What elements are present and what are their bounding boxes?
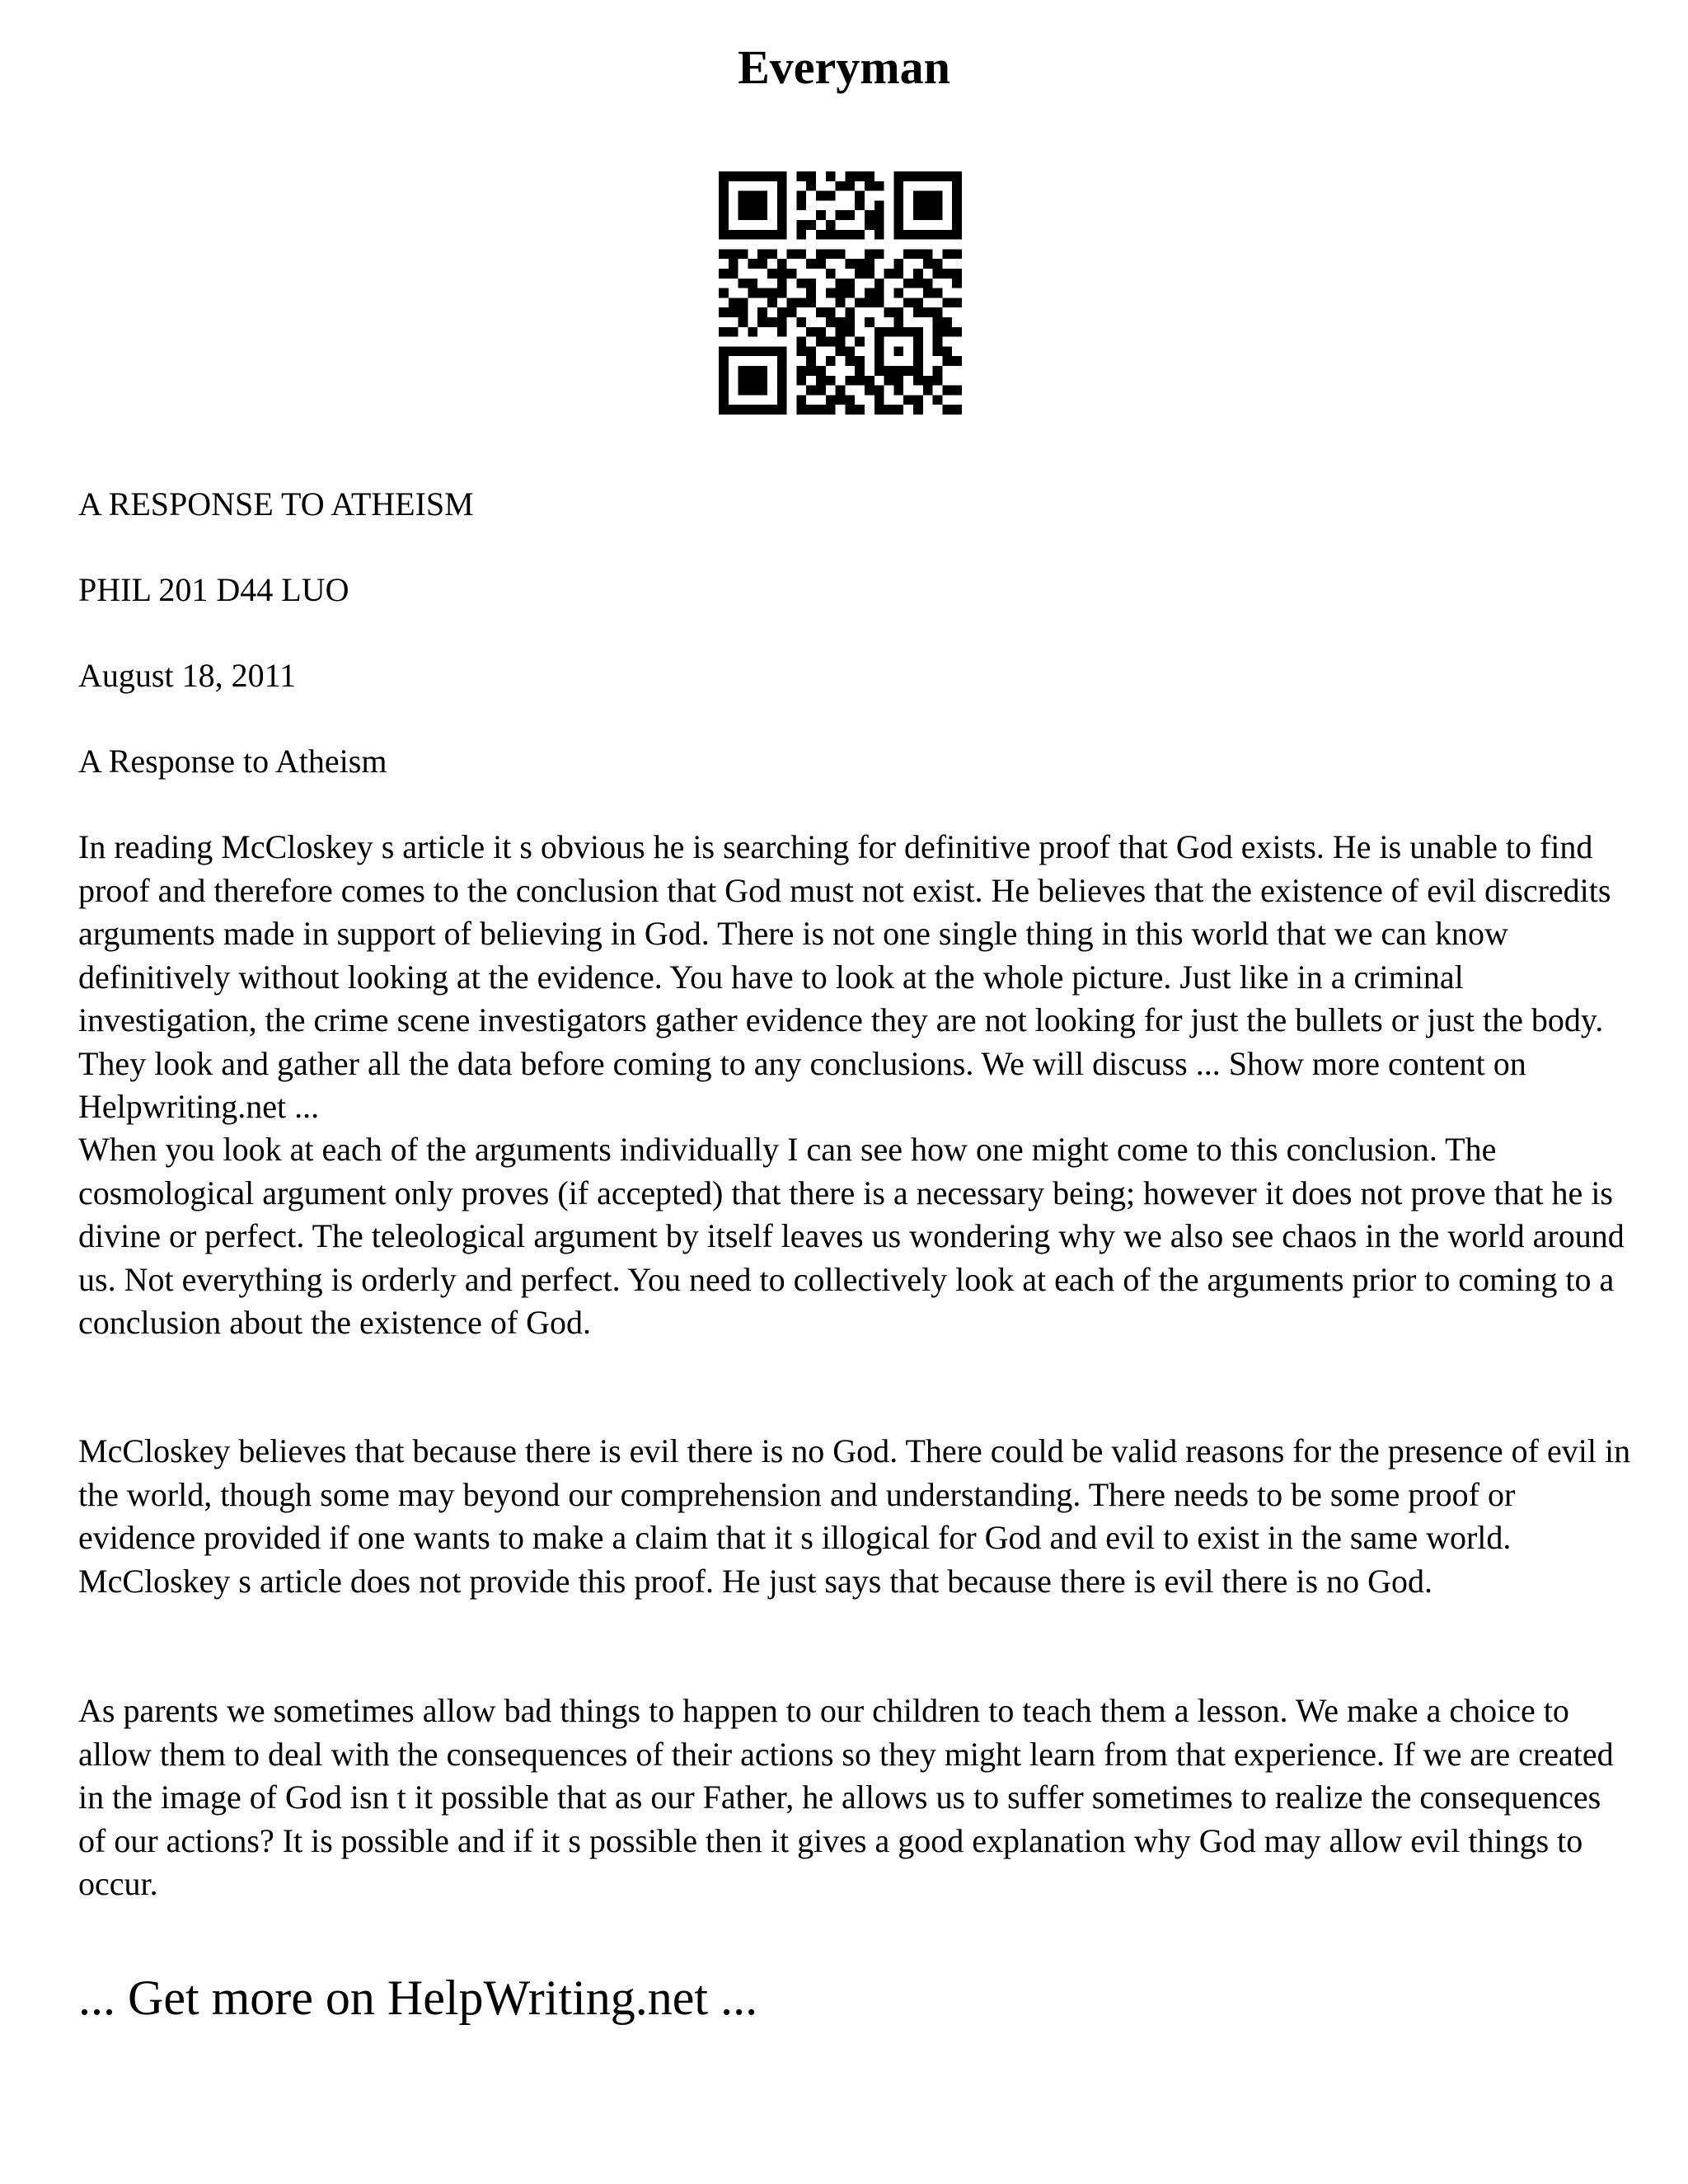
qr-code-icon: [719, 171, 962, 415]
document-title: Everyman: [738, 40, 950, 94]
heading-upper: A RESPONSE TO ATHEISM: [78, 485, 474, 523]
course-code: PHIL 201 D44 LUO: [78, 571, 349, 608]
document-subtitle: A Response to Atheism: [78, 743, 387, 780]
paragraph-evil: McCloskey believes that because there is evil there is no God. There could be valid reasons for the presence of evil in the world, though some may beyond our comprehension and understanding. There needs to be some proof or evidence provided if one wants to make a claim that it s illogical for God and evil to exist in the same world. McCloskey s article does not provide this proof. He just says that because there is evil there is no God.: [78, 1432, 1631, 1600]
paragraph-intro: In reading McCloskey s article it s obvious he is searching for definitive proof that God exists. He is unable to find proof and therefore comes to the conclusion that God must not exist. He believes that the existence of evil discredits arguments made in support of believing in God. There is not one single thing in this world that we can know definitively without looking at the evidence. You have to look at the whole picture. Just like in a criminal investigation, the crime scene investigators gather evidence they are not looking for just the bullets or just the body. They look and gather all the data before coming to any conclusions. We will discuss ... Show more content on Helpwriting.net ...: [78, 828, 1611, 1125]
paragraph-arguments: When you look at each of the arguments individually I can see how one might come to this conclusion. The cosmological argument only proves (if accepted) that there is a necessary being; however it does not prove that he is divine or perfect. The teleological argument by itself leaves us wondering why we also see chaos in the world around us. Not everything is orderly and perfect. You need to collectively look at each of the arguments prior to coming to a conclusion about the existence of God.: [78, 1131, 1625, 1341]
helpwriting-link[interactable]: ... Get more on HelpWriting.net ...: [78, 1971, 758, 2025]
document-date: August 18, 2011: [78, 657, 297, 694]
paragraph-parents: As parents we sometimes allow bad things to happen to our children to teach them a lesson. We make a choice to allow them to deal with the consequences of their actions so they might learn from that experience. If we are created in the image of God isn t it possible that as our Father, he allows us to suffer sometimes to realize the consequences of our actions? It is possible and if it s possible then it gives a good explanation why God may allow evil things to occur.: [78, 1692, 1614, 1902]
